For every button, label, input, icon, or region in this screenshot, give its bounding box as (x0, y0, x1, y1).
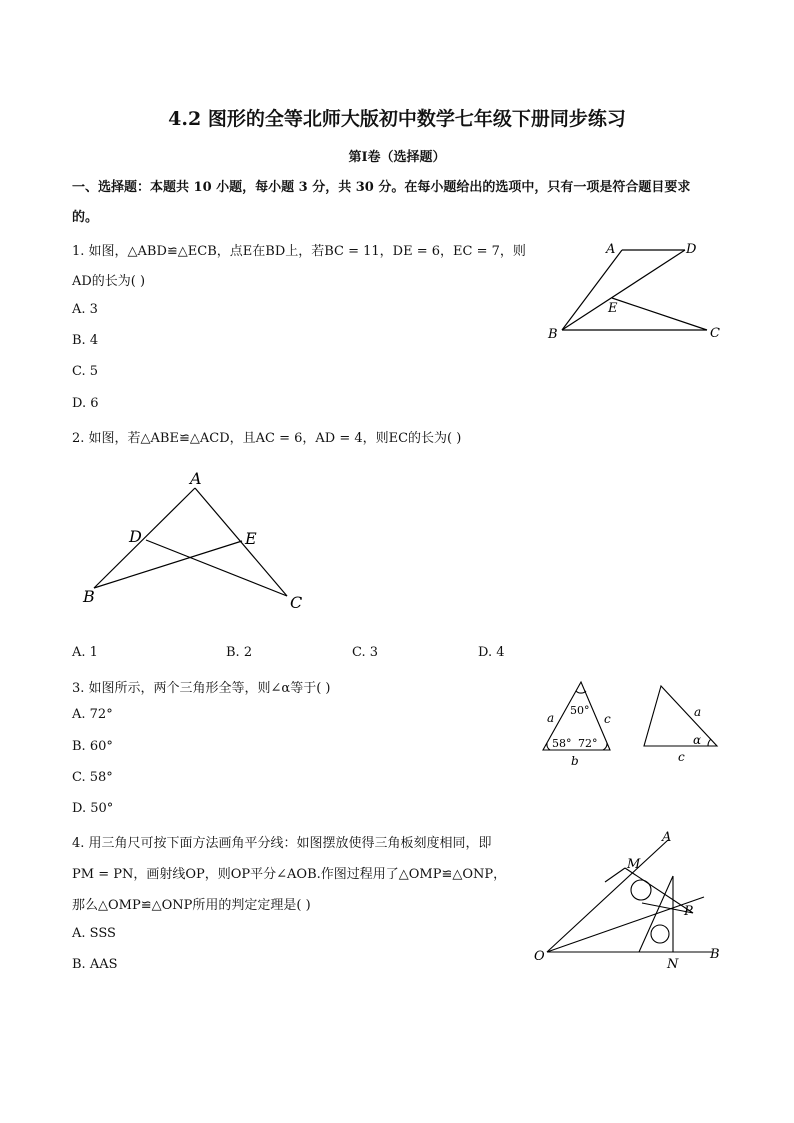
q4-label-p: P (684, 904, 693, 919)
q1-label-d: D (686, 242, 697, 257)
q1-option-d[interactable]: D. 6 (72, 396, 99, 411)
q2-label-a: A (190, 469, 202, 488)
q4-set-square-upper-edge (605, 868, 625, 882)
q4-label-b: B (710, 947, 720, 962)
q4-circle-lower (651, 925, 669, 943)
q2-option-d[interactable]: D. 4 (478, 645, 505, 660)
q3-label-72: 72° (578, 737, 598, 750)
q1-segment-bd (562, 250, 685, 330)
q1-label-b: B (548, 327, 558, 342)
q3-option-a[interactable]: A. 72° (72, 707, 113, 722)
q2-segment-be (94, 541, 242, 588)
q2-segment-ab (94, 488, 195, 588)
q1-option-a[interactable]: A. 3 (72, 302, 98, 317)
q3-label-c2: c (678, 750, 685, 764)
q1-text-line1: 1. 如图，△ABD≌△ECB，点E在BD上，若BC = 11，DE = 6，EC = 7，则 (72, 244, 526, 259)
q2-option-b[interactable]: B. 2 (226, 645, 253, 660)
q1-label-e: E (608, 301, 618, 316)
q3-label-c: c (604, 712, 611, 726)
q1-segment-ab (562, 250, 622, 330)
q1-option-b[interactable]: B. 4 (72, 333, 99, 348)
q1-text-line2: AD的长为( ) (72, 274, 146, 289)
q3-label-alpha: α (693, 733, 702, 747)
section-subtitle: 第Ⅰ卷（选择题） (348, 150, 446, 165)
q1-label-c: C (710, 326, 720, 341)
q4-figure (530, 828, 730, 973)
q3-label-a: a (547, 711, 555, 725)
q3-option-b[interactable]: B. 60° (72, 739, 113, 754)
q4-option-b[interactable]: B. AAS (72, 957, 118, 972)
q4-text-line3: 那么△OMP≌△ONP所用的判定定理是( ) (72, 898, 311, 913)
q1-option-c[interactable]: C. 5 (72, 364, 99, 379)
q2-label-e: E (245, 529, 257, 548)
q3-figure (536, 678, 726, 770)
q1-label-a: A (606, 242, 616, 257)
q1-segment-ec (612, 298, 707, 330)
q4-ray-oa (547, 840, 668, 952)
q4-set-square-slant (639, 876, 673, 952)
q4-label-o: O (534, 949, 545, 964)
q3-angle-arc-right (603, 743, 607, 750)
q4-text-line2: PM = PN，画射线OP，则OP平分∠AOB.作图过程用了△OMP≌△ONP， (72, 867, 507, 882)
q4-label-a: A (662, 830, 672, 845)
q2-figure (72, 466, 322, 616)
q4-circle-upper (631, 880, 651, 900)
q2-label-d: D (129, 527, 142, 546)
q3-label-50: 50° (570, 704, 590, 717)
q1-figure (540, 236, 730, 348)
q2-segment-dc (146, 540, 287, 596)
q2-option-a[interactable]: A. 1 (72, 645, 98, 660)
q3-angle-arc-alpha (708, 739, 711, 746)
q2-text-line1: 2. 如图，若△ABE≌△ACD，且AC = 6，AD = 4，则EC的长为( ) (72, 431, 462, 446)
q3-text-line1: 3. 如图所示，两个三角形全等，则∠α等于( ) (72, 681, 331, 696)
q3-label-b: b (571, 754, 579, 768)
q3-angle-arc-left (547, 743, 550, 750)
section-instructions-line1: 一、选择题：本题共 10 小题，每小题 3 分，共 30 分。在每小题给出的选项中，只有一项是符合题目要求 (72, 180, 691, 195)
q4-text-line1: 4. 用三角尺可按下面方法画角平分线：如图摆放使得三角板刻度相同，即 (72, 836, 492, 851)
q3-label-58: 58° (552, 737, 572, 750)
q3-label-a2: a (694, 705, 702, 719)
page-title: 4.2 图形的全等北师大版初中数学七年级下册同步练习 (168, 108, 626, 130)
q3-option-c[interactable]: C. 58° (72, 770, 113, 785)
section-instructions-line2: 的。 (72, 210, 99, 225)
q2-label-c: C (290, 593, 303, 612)
q4-option-a[interactable]: A. SSS (72, 926, 116, 941)
q2-segment-ac (195, 488, 287, 596)
q3-triangle-right (644, 686, 717, 746)
q2-label-b: B (83, 587, 95, 606)
q4-label-m: M (627, 857, 641, 872)
q2-option-c[interactable]: C. 3 (352, 645, 379, 660)
q3-option-d[interactable]: D. 50° (72, 801, 114, 816)
q4-label-n: N (667, 957, 679, 972)
